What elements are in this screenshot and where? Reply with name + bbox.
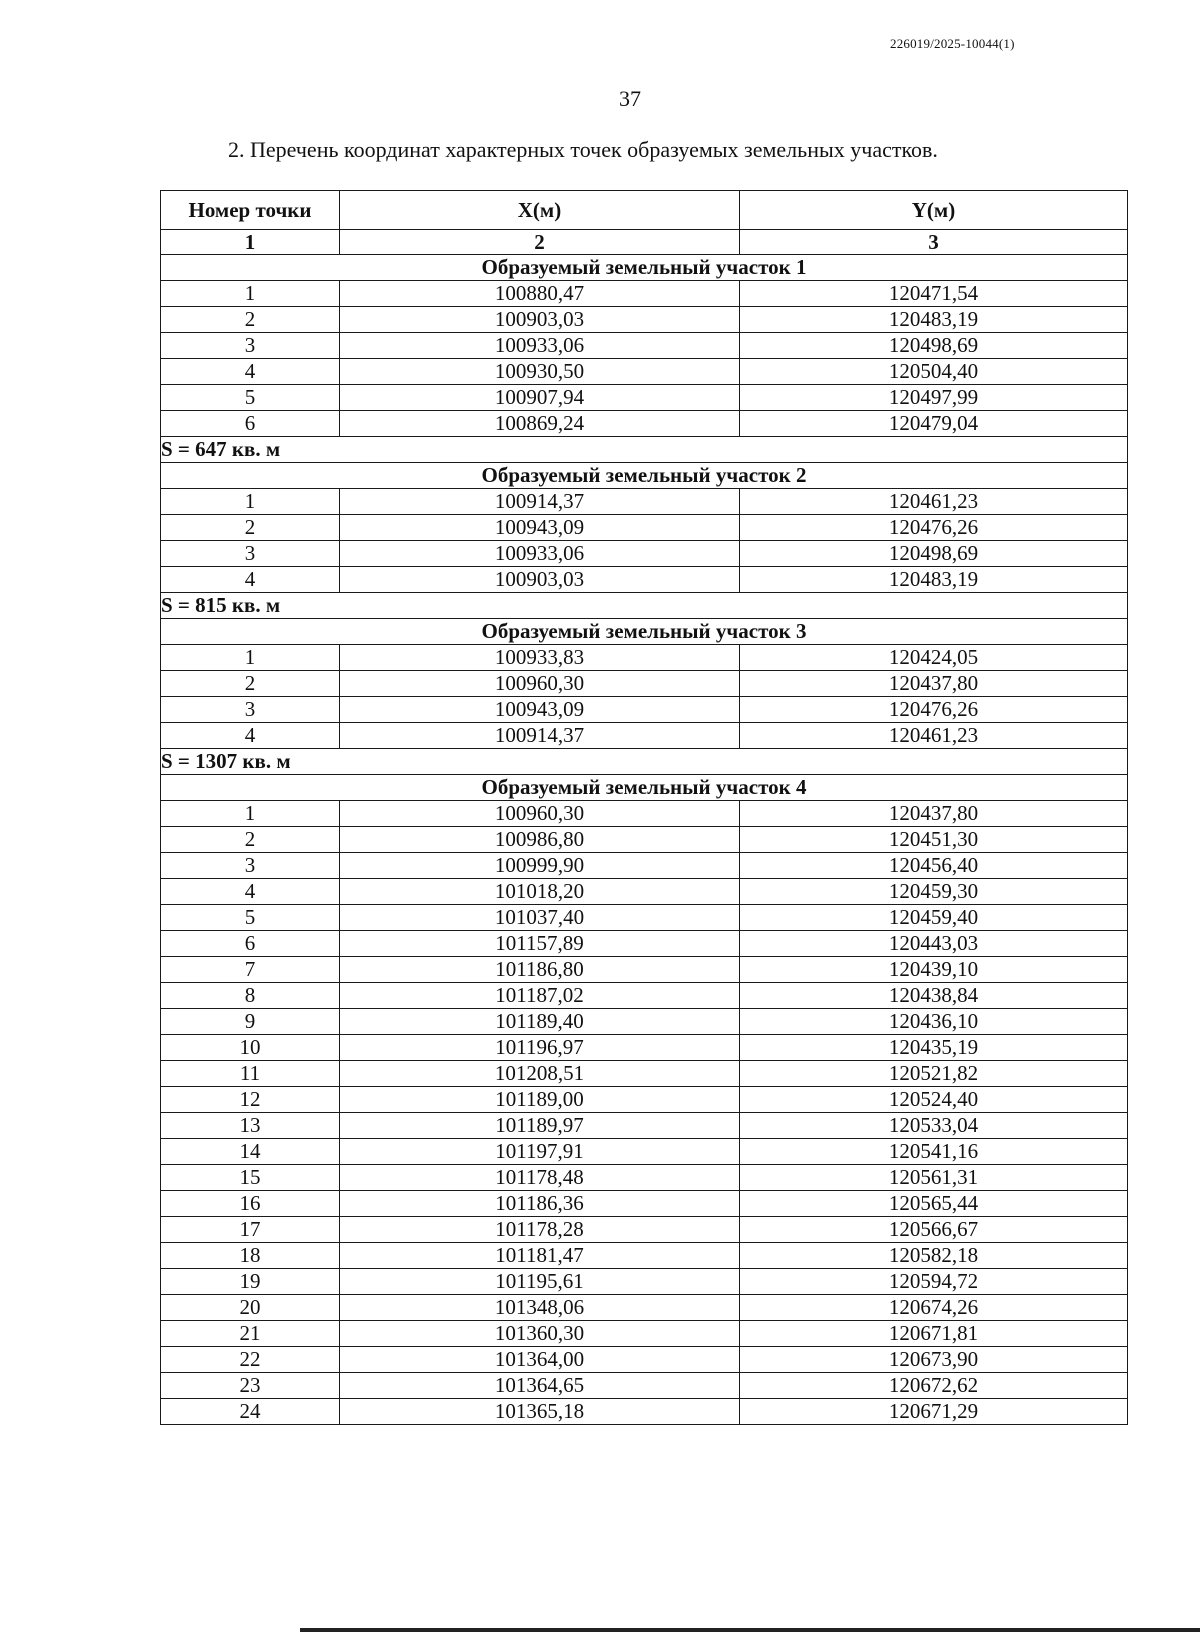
- point-number-cell: 9: [161, 1009, 340, 1035]
- page-bottom-border: [300, 1628, 1200, 1632]
- parcel-title-row: [161, 775, 1128, 801]
- table-row: [161, 1165, 1128, 1191]
- table-row: [161, 359, 1128, 385]
- point-number-cell: 23: [161, 1373, 340, 1399]
- y-coordinate-cell: 120461,23: [740, 489, 1128, 515]
- x-coordinate-cell: 100933,83: [340, 645, 740, 671]
- y-coordinate-cell: 120524,40: [740, 1087, 1128, 1113]
- x-coordinate-cell: 100933,06: [340, 541, 740, 567]
- y-coordinate-cell: 120479,04: [740, 411, 1128, 437]
- y-coordinate-cell: 120671,29: [740, 1399, 1128, 1425]
- y-coordinate-cell: 120483,19: [740, 567, 1128, 593]
- point-number-cell: 3: [161, 333, 340, 359]
- point-number-cell: 19: [161, 1269, 340, 1295]
- coordinates-table: [160, 190, 1128, 1425]
- table-body: [161, 255, 1128, 1425]
- parcel-title-row: [161, 619, 1128, 645]
- y-coordinate-cell: 120459,40: [740, 905, 1128, 931]
- point-number-cell: 11: [161, 1061, 340, 1087]
- table-row: [161, 1061, 1128, 1087]
- point-number-cell: 4: [161, 567, 340, 593]
- y-coordinate-cell: 120498,69: [740, 541, 1128, 567]
- x-coordinate-cell: 101178,28: [340, 1217, 740, 1243]
- table-row: [161, 515, 1128, 541]
- point-number-cell: 10: [161, 1035, 340, 1061]
- point-number-cell: 1: [161, 489, 340, 515]
- y-coordinate-cell: 120424,05: [740, 645, 1128, 671]
- x-coordinate-cell: 101186,36: [340, 1191, 740, 1217]
- table-row: [161, 1243, 1128, 1269]
- y-coordinate-cell: 120456,40: [740, 853, 1128, 879]
- y-coordinate-cell: 120566,67: [740, 1217, 1128, 1243]
- y-coordinate-cell: 120504,40: [740, 359, 1128, 385]
- column-header-point-number: Номер точки: [161, 191, 340, 230]
- parcel-area: S = 647 кв. м: [161, 437, 1128, 463]
- point-number-cell: 12: [161, 1087, 340, 1113]
- table-row: [161, 541, 1128, 567]
- table-row: [161, 931, 1128, 957]
- x-coordinate-cell: 100999,90: [340, 853, 740, 879]
- point-number-cell: 1: [161, 645, 340, 671]
- y-coordinate-cell: 120674,26: [740, 1295, 1128, 1321]
- point-number-cell: 2: [161, 515, 340, 541]
- y-coordinate-cell: 120459,30: [740, 879, 1128, 905]
- y-coordinate-cell: 120582,18: [740, 1243, 1128, 1269]
- table-row: [161, 1087, 1128, 1113]
- x-coordinate-cell: 100943,09: [340, 515, 740, 541]
- table-row: [161, 879, 1128, 905]
- point-number-cell: 2: [161, 827, 340, 853]
- point-number-cell: 18: [161, 1243, 340, 1269]
- parcel-title-row: [161, 463, 1128, 489]
- x-coordinate-cell: 100907,94: [340, 385, 740, 411]
- table-row: [161, 1295, 1128, 1321]
- x-coordinate-cell: 101195,61: [340, 1269, 740, 1295]
- x-coordinate-cell: 101364,00: [340, 1347, 740, 1373]
- parcel-area-row: [161, 593, 1128, 619]
- y-coordinate-cell: 120436,10: [740, 1009, 1128, 1035]
- point-number-cell: 7: [161, 957, 340, 983]
- x-coordinate-cell: 100960,30: [340, 671, 740, 697]
- x-coordinate-cell: 100960,30: [340, 801, 740, 827]
- point-number-cell: 6: [161, 411, 340, 437]
- table-row: [161, 1321, 1128, 1347]
- point-number-cell: 8: [161, 983, 340, 1009]
- x-coordinate-cell: 101360,30: [340, 1321, 740, 1347]
- y-coordinate-cell: 120565,44: [740, 1191, 1128, 1217]
- parcel-title: Образуемый земельный участок 2: [161, 463, 1128, 489]
- column-header-y: Y(м): [740, 191, 1128, 230]
- table-row: [161, 1139, 1128, 1165]
- parcel-title: Образуемый земельный участок 4: [161, 775, 1128, 801]
- y-coordinate-cell: 120594,72: [740, 1269, 1128, 1295]
- table-row: [161, 411, 1128, 437]
- parcel-area: S = 1307 кв. м: [161, 749, 1128, 775]
- point-number-cell: 22: [161, 1347, 340, 1373]
- x-coordinate-cell: 100943,09: [340, 697, 740, 723]
- table-row: [161, 1373, 1128, 1399]
- x-coordinate-cell: 100869,24: [340, 411, 740, 437]
- x-coordinate-cell: 101197,91: [340, 1139, 740, 1165]
- y-coordinate-cell: 120437,80: [740, 801, 1128, 827]
- x-coordinate-cell: 101187,02: [340, 983, 740, 1009]
- parcel-title: Образуемый земельный участок 3: [161, 619, 1128, 645]
- table-row: [161, 489, 1128, 515]
- parcel-area-row: [161, 749, 1128, 775]
- section-title: 2. Перечень координат характерных точек образуемых земельных участков.: [228, 137, 938, 162]
- table-row: [161, 307, 1128, 333]
- point-number-cell: 21: [161, 1321, 340, 1347]
- column-number-row: [161, 230, 1128, 255]
- x-coordinate-cell: 101157,89: [340, 931, 740, 957]
- table-row: [161, 1009, 1128, 1035]
- table-header-row: [161, 191, 1128, 230]
- parcel-area: S = 815 кв. м: [161, 593, 1128, 619]
- y-coordinate-cell: 120437,80: [740, 671, 1128, 697]
- table-row: [161, 723, 1128, 749]
- x-coordinate-cell: 101208,51: [340, 1061, 740, 1087]
- table-row: [161, 385, 1128, 411]
- point-number-cell: 5: [161, 905, 340, 931]
- point-number-cell: 24: [161, 1399, 340, 1425]
- y-coordinate-cell: 120497,99: [740, 385, 1128, 411]
- x-coordinate-cell: 101196,97: [340, 1035, 740, 1061]
- y-coordinate-cell: 120435,19: [740, 1035, 1128, 1061]
- column-number-1: 1: [161, 230, 340, 255]
- x-coordinate-cell: 101178,48: [340, 1165, 740, 1191]
- x-coordinate-cell: 100933,06: [340, 333, 740, 359]
- y-coordinate-cell: 120673,90: [740, 1347, 1128, 1373]
- y-coordinate-cell: 120521,82: [740, 1061, 1128, 1087]
- table-row: [161, 1399, 1128, 1425]
- table-row: [161, 1035, 1128, 1061]
- point-number-cell: 3: [161, 697, 340, 723]
- parcel-area-row: [161, 437, 1128, 463]
- x-coordinate-cell: 101189,00: [340, 1087, 740, 1113]
- point-number-cell: 2: [161, 671, 340, 697]
- point-number-cell: 20: [161, 1295, 340, 1321]
- table-row: [161, 333, 1128, 359]
- y-coordinate-cell: 120498,69: [740, 333, 1128, 359]
- table-row: [161, 827, 1128, 853]
- x-coordinate-cell: 100986,80: [340, 827, 740, 853]
- x-coordinate-cell: 100903,03: [340, 567, 740, 593]
- parcel-title-row: [161, 255, 1128, 281]
- y-coordinate-cell: 120671,81: [740, 1321, 1128, 1347]
- x-coordinate-cell: 101364,65: [340, 1373, 740, 1399]
- point-number-cell: 13: [161, 1113, 340, 1139]
- table-row: [161, 983, 1128, 1009]
- table-row: [161, 957, 1128, 983]
- page-number: 37: [619, 86, 641, 111]
- table-row: [161, 1217, 1128, 1243]
- point-number-cell: 14: [161, 1139, 340, 1165]
- table-row: [161, 905, 1128, 931]
- point-number-cell: 1: [161, 801, 340, 827]
- x-coordinate-cell: 101181,47: [340, 1243, 740, 1269]
- table-row: [161, 645, 1128, 671]
- point-number-cell: 16: [161, 1191, 340, 1217]
- y-coordinate-cell: 120471,54: [740, 281, 1128, 307]
- table-row: [161, 1269, 1128, 1295]
- point-number-cell: 6: [161, 931, 340, 957]
- table-row: [161, 801, 1128, 827]
- table-row: [161, 1113, 1128, 1139]
- y-coordinate-cell: 120439,10: [740, 957, 1128, 983]
- x-coordinate-cell: 101365,18: [340, 1399, 740, 1425]
- table-row: [161, 567, 1128, 593]
- table-row: [161, 697, 1128, 723]
- table-row: [161, 1347, 1128, 1373]
- point-number-cell: 3: [161, 853, 340, 879]
- point-number-cell: 4: [161, 723, 340, 749]
- x-coordinate-cell: 100880,47: [340, 281, 740, 307]
- y-coordinate-cell: 120672,62: [740, 1373, 1128, 1399]
- y-coordinate-cell: 120476,26: [740, 697, 1128, 723]
- parcel-title: Образуемый земельный участок 1: [161, 255, 1128, 281]
- x-coordinate-cell: 100903,03: [340, 307, 740, 333]
- point-number-cell: 17: [161, 1217, 340, 1243]
- x-coordinate-cell: 101037,40: [340, 905, 740, 931]
- column-number-2: 2: [340, 230, 740, 255]
- column-number-3: 3: [740, 230, 1128, 255]
- document-registration-number: 226019/2025-10044(1): [890, 36, 1015, 51]
- y-coordinate-cell: 120541,16: [740, 1139, 1128, 1165]
- point-number-cell: 5: [161, 385, 340, 411]
- x-coordinate-cell: 101189,97: [340, 1113, 740, 1139]
- x-coordinate-cell: 100930,50: [340, 359, 740, 385]
- y-coordinate-cell: 120476,26: [740, 515, 1128, 541]
- y-coordinate-cell: 120443,03: [740, 931, 1128, 957]
- column-header-x: X(м): [340, 191, 740, 230]
- y-coordinate-cell: 120483,19: [740, 307, 1128, 333]
- point-number-cell: 4: [161, 359, 340, 385]
- table-row: [161, 853, 1128, 879]
- x-coordinate-cell: 100914,37: [340, 489, 740, 515]
- y-coordinate-cell: 120451,30: [740, 827, 1128, 853]
- y-coordinate-cell: 120533,04: [740, 1113, 1128, 1139]
- table-row: [161, 1191, 1128, 1217]
- x-coordinate-cell: 101186,80: [340, 957, 740, 983]
- x-coordinate-cell: 101348,06: [340, 1295, 740, 1321]
- point-number-cell: 15: [161, 1165, 340, 1191]
- y-coordinate-cell: 120561,31: [740, 1165, 1128, 1191]
- x-coordinate-cell: 101189,40: [340, 1009, 740, 1035]
- point-number-cell: 4: [161, 879, 340, 905]
- x-coordinate-cell: 100914,37: [340, 723, 740, 749]
- point-number-cell: 3: [161, 541, 340, 567]
- table-row: [161, 281, 1128, 307]
- y-coordinate-cell: 120461,23: [740, 723, 1128, 749]
- point-number-cell: 1: [161, 281, 340, 307]
- x-coordinate-cell: 101018,20: [340, 879, 740, 905]
- y-coordinate-cell: 120438,84: [740, 983, 1128, 1009]
- table-row: [161, 671, 1128, 697]
- point-number-cell: 2: [161, 307, 340, 333]
